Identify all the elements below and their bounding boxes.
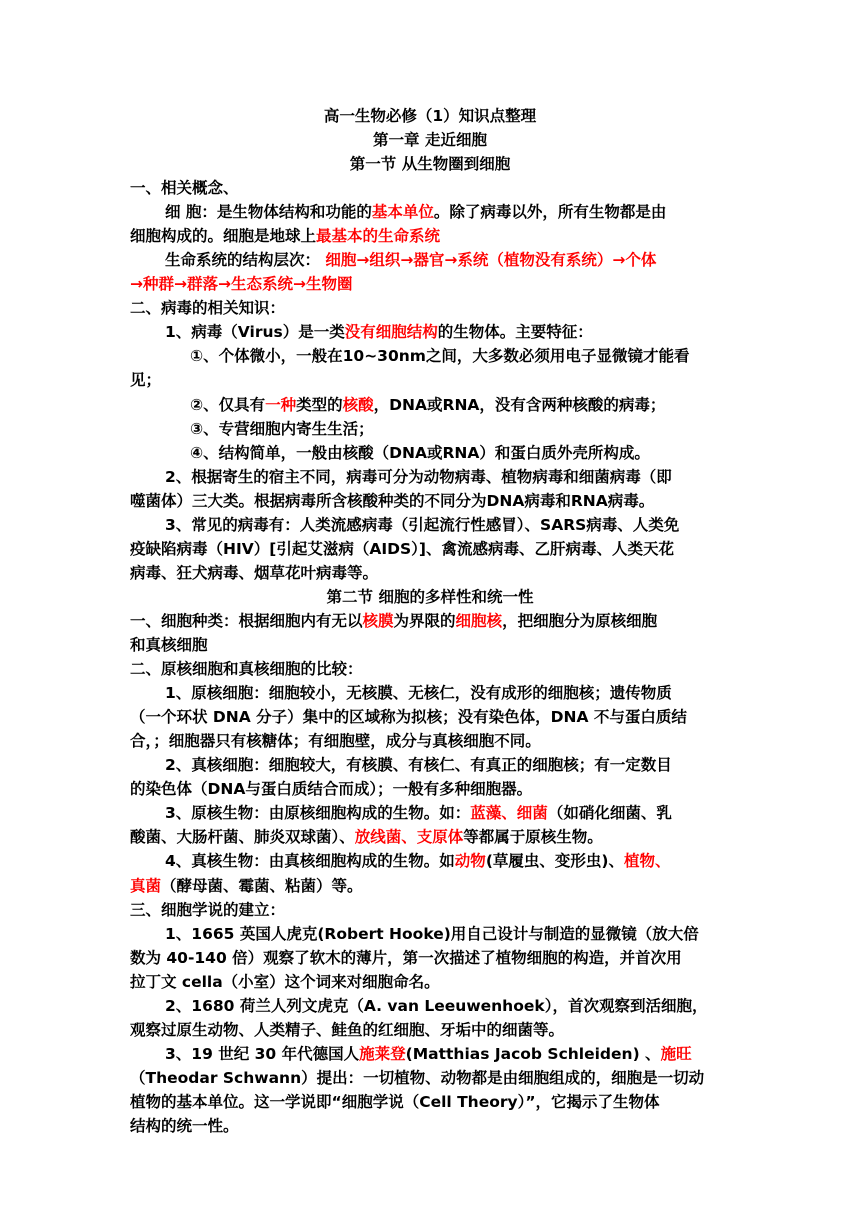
- text-line: [130, 1114, 239, 1138]
- text-segment: ，DNA或RNA，没有含两种核酸的病毒；: [373, 395, 666, 414]
- text-line: [165, 922, 699, 946]
- text-segment: 。除了病毒以外，所有生物都是由: [433, 203, 667, 222]
- text-line: [130, 489, 654, 513]
- highlighted-term: 核膜: [362, 611, 394, 630]
- highlighted-term: 核酸: [342, 395, 374, 414]
- text-segment: 3、常见的病毒有：人类流感病毒（引起流行性感冒）、SARS病毒、人类免: [165, 515, 680, 534]
- text-line: [130, 561, 378, 585]
- text-segment: 3、原核生物：由原核细胞构成的生物。如：: [165, 804, 471, 823]
- text-line: [130, 898, 285, 922]
- text-line: [190, 417, 374, 441]
- text-line: [165, 681, 672, 705]
- text-line: [165, 320, 593, 344]
- text-segment: 1、原核细胞：细胞较小，无核膜、无核仁，没有成形的细胞核；遗传物质: [165, 684, 672, 703]
- highlighted-term: 没有细胞结构: [344, 323, 438, 342]
- text-segment: 为界限的: [393, 611, 456, 630]
- text-segment: 噬菌体）三大类。根据病毒所含核酸种类的不同分为DNA病毒和RNA病毒。: [130, 491, 655, 510]
- text-segment: 2、根据寄生的宿主不同，病毒可分为动物病毒、植物病毒和细菌病毒（即: [165, 467, 672, 486]
- text-line: [165, 753, 672, 777]
- document-title: 高一生物必修（1）知识点整理: [323, 107, 537, 125]
- text-segment: 类型的: [296, 395, 343, 414]
- highlighted-term: 放线菌、支原体: [354, 828, 464, 847]
- highlighted-term: 最基本的生命系统: [316, 227, 441, 246]
- text-segment: 生命系统的结构层次：: [165, 251, 326, 270]
- text-line: [130, 609, 657, 633]
- text-segment: （Theodar Schwann）提出：一切植物、动物都是由细胞组成的，细胞是一切动: [130, 1068, 705, 1087]
- text-line: [130, 296, 285, 320]
- text-segment: 观察过原生动物、人类精子、鲑鱼的红细胞、牙垢中的细菌等。: [130, 1020, 565, 1039]
- text-segment: 3、19 世纪 30 年代德国人: [165, 1044, 360, 1063]
- highlighted-term: 基本单位: [371, 203, 434, 222]
- text-line: [165, 801, 672, 825]
- text-line: [130, 224, 440, 248]
- text-line: [130, 1018, 564, 1042]
- text-line: [130, 1066, 704, 1090]
- text-line: [165, 248, 656, 272]
- text-line: [190, 344, 689, 368]
- text-segment: 4、真核生物：由真核细胞构成的生物。如: [165, 852, 455, 871]
- text-line: [165, 849, 671, 873]
- highlighted-term: 蓝藻、细菌: [470, 804, 548, 823]
- text-segment: 植物的基本单位。这一学说即“细胞学说（Cell Theory）”，它揭示了生物体: [130, 1092, 660, 1111]
- text-segment: 酸菌、大肠杆菌、肺炎双球菌）、: [130, 828, 355, 847]
- text-line: [130, 633, 208, 657]
- text-segment: 病毒、狂犬病毒、烟草花叶病毒等。: [130, 563, 379, 582]
- text-line: [130, 825, 603, 849]
- text-segment: 二、病毒的相关知识：: [130, 299, 286, 318]
- highlighted-term: 植物、: [623, 852, 671, 871]
- text-line: [165, 200, 666, 224]
- text-segment: 第一节 从生物圈到细胞: [349, 155, 511, 173]
- highlighted-term: 细胞→组织→器官→系统（植物没有系统）→个体: [325, 251, 657, 270]
- text-segment: 拉丁文 cella（小室）这个词来对细胞命名。: [130, 972, 440, 991]
- text-segment: 第二节 细胞的多样性和统一性: [326, 587, 534, 606]
- text-segment: 细胞构成的。细胞是地球上: [130, 227, 317, 246]
- text-segment: (草履虫、变形虫)、: [485, 852, 624, 871]
- text-segment: 等都属于原核生物。: [463, 828, 603, 847]
- text-segment: ③、专营细胞内寄生生活；: [190, 419, 374, 438]
- highlighted-term: 真菌: [130, 876, 162, 895]
- text-segment: 2、真核细胞：细胞较大，有核膜、有核仁、有真正的细胞核；有一定数目: [165, 756, 672, 775]
- highlighted-term: 施旺: [660, 1044, 692, 1063]
- text-segment: ①、个体微小，一般在10~30nm之间，大多数必须用电子显微镜才能看: [190, 347, 690, 366]
- text-line: [130, 777, 532, 801]
- text-segment: (Matthias Jacob Schleiden) 、: [405, 1044, 661, 1063]
- highlighted-term: 一种: [265, 395, 297, 414]
- text-line: [130, 729, 541, 753]
- text-segment: （酵母菌、霉菌、粘菌）等。: [161, 876, 363, 895]
- text-line: [0, 585, 860, 609]
- text-segment: 见；: [130, 371, 162, 390]
- text-segment: 和真核细胞: [130, 636, 208, 654]
- text-segment: 1、病毒（Virus）是一类: [165, 323, 345, 342]
- text-line: [130, 970, 440, 994]
- text-segment: 结构的统一性。: [130, 1117, 239, 1135]
- text-segment: 一、细胞种类：根据细胞内有无以: [130, 611, 363, 630]
- text-segment: 二、原核细胞和真核细胞的比较：: [130, 660, 363, 679]
- text-segment: 合，；细胞器只有核糖体；有细胞壁，成分与真核细胞不同。: [130, 732, 541, 751]
- text-line: [130, 946, 682, 970]
- text-segment: 2、1680 荷兰人列文虎克（A. van Leeuwenhoek），首次观察到活细胞，: [165, 996, 708, 1015]
- text-segment: （一个环状 DNA 分子）集中的区域称为拟核；没有染色体，DNA 不与蛋白质结: [130, 708, 687, 727]
- text-line: [165, 465, 672, 489]
- text-line: [130, 874, 363, 898]
- text-line: [130, 537, 674, 561]
- text-segment: ，把细胞分为原核细胞: [502, 611, 658, 630]
- chapter-heading: 第一章 走近细胞: [373, 131, 487, 149]
- text-line: [190, 441, 650, 465]
- text-line: [130, 705, 687, 729]
- highlighted-term: →种群→群落→生态系统→生物圈: [130, 275, 353, 294]
- text-line: [165, 994, 707, 1018]
- text-segment: 细 胞：是生物体结构和功能的: [165, 203, 372, 222]
- highlighted-term: 细胞核: [455, 611, 503, 630]
- text-line: [130, 368, 161, 392]
- text-segment: 一、相关概念、: [130, 179, 239, 198]
- text-line: [190, 393, 665, 417]
- text-segment: 三、细胞学说的建立：: [130, 900, 286, 919]
- text-line: [165, 1042, 692, 1066]
- text-segment: 的染色体（DNA与蛋白质结合而成）；一般有多种细胞器。: [130, 780, 533, 799]
- text-segment: 数为 40-140 倍）观察了软木的薄片，第一次描述了植物细胞的构造，并首次用: [130, 948, 682, 967]
- text-line: [165, 513, 679, 537]
- text-line: [130, 272, 352, 296]
- text-segment: ②、仅具有: [190, 395, 266, 414]
- highlighted-term: 动物: [454, 852, 486, 871]
- text-segment: 1、1665 英国人虎克(Robert Hooke)用自己设计与制造的显微镜（放大倍: [165, 924, 699, 943]
- text-line: [0, 152, 860, 176]
- text-line: [130, 1090, 660, 1114]
- text-segment: 的生物体。主要特征：: [437, 323, 593, 342]
- text-line: [130, 657, 363, 681]
- text-segment: （如硝化细菌、乳: [547, 804, 672, 823]
- text-segment: ④、结构简单，一般由核酸（DNA或RNA）和蛋白质外壳所构成。: [190, 443, 650, 462]
- text-line: [130, 176, 239, 200]
- highlighted-term: 施莱登: [359, 1044, 406, 1063]
- text-segment: 疫缺陷病毒（HIV）[引起艾滋病（AIDS）]、禽流感病毒、乙肝病毒、人类天花: [130, 539, 674, 558]
